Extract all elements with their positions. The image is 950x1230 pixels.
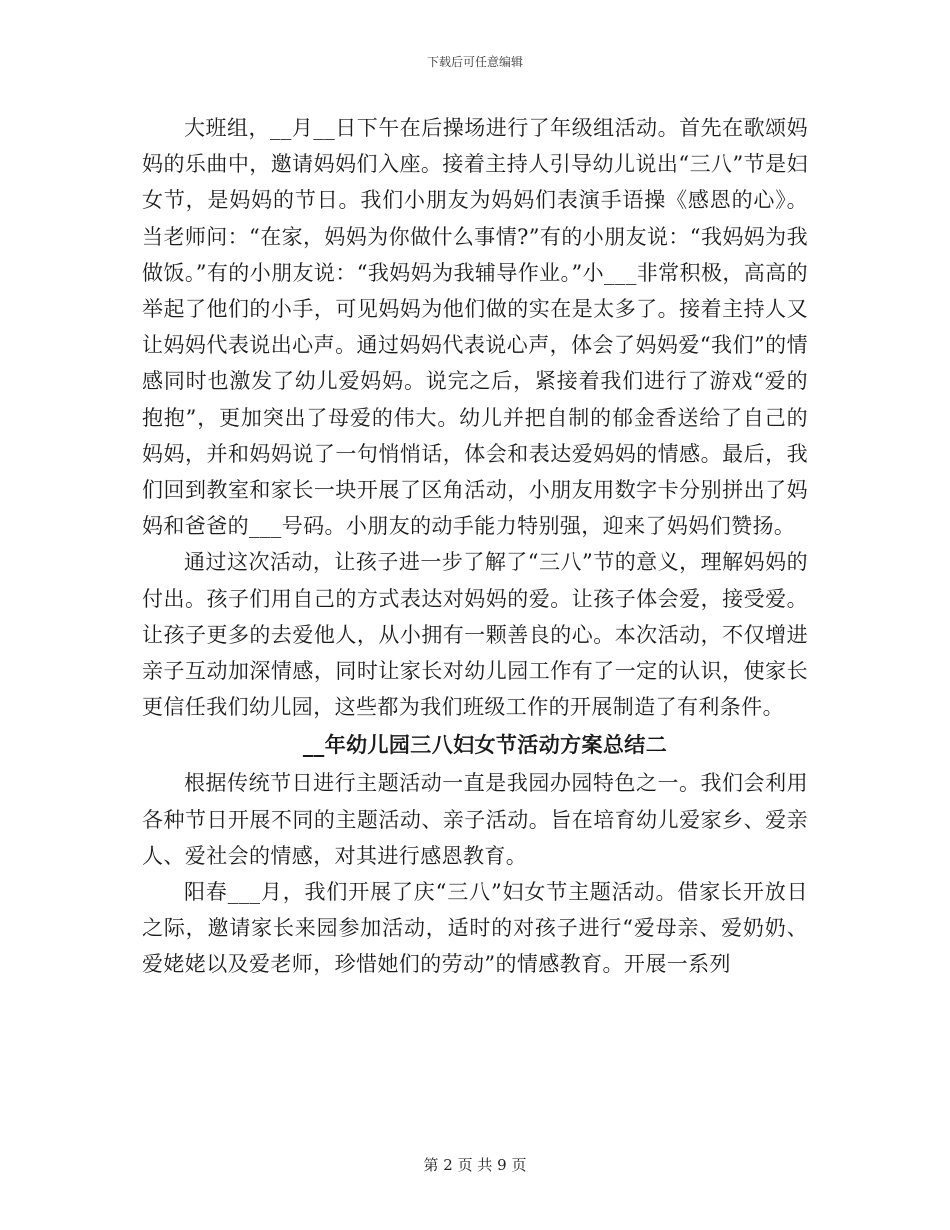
paragraph-4: 阳春___月，我们开展了庆“三八”妇女节主题活动。借家长开放日之际，邀请家长来园参加活动，适时的对孩子进行“爱母亲、爱奶奶、爱姥姥以及爱老师，珍惜她们的劳动”的情感教育。开展一系列 (142, 880, 808, 977)
document-body (142, 110, 808, 983)
paragraph-2: 通过这次活动，让孩子进一步了解了“三八”节的意义，理解妈妈的付出。孩子们用自己的方式表达对妈妈的爱。让孩子体会爱，接受爱。让孩子更多的去爱他人，从小拥有一颗善良的心。本次活动，不仅增进亲子互动加深情感，同时让家长对幼儿园工作有了一定的认识，使家长更信任我们幼儿园，这些都为我们班级工作的开展制造了有利条件。 (142, 550, 808, 720)
paragraph-1: 大班组，__月__日下午在后操场进行了年级组活动。首先在歌颂妈妈的乐曲中，邀请妈妈们入座。接着主持人引导幼儿说出“三八”节是妇女节，是妈妈的节日。我们小朋友为妈妈们表演手语操《感恩的心》。当老师问：“在家，妈妈为你做什么事情?”有的小朋友说：“我妈妈为我做饭。”有的小朋友说：“我妈妈为我辅导作业。”小___非常积极，高高的举起了他们的小手，可见妈妈为他们做的实在是太多了。接着主持人又让妈妈代表说出心声。通过妈妈代表说心声，体会了妈妈爱“我们”的情感同时也激发了幼儿爱妈妈。说完之后，紧接着我们进行了游戏“爱的抱抱”，更加突出了母爱的伟大。幼儿并把自制的郁金香送给了自己的妈妈，并和妈妈说了一句悄悄话，体会和表达爱妈妈的情感。最后，我们回到教室和家长一块开展了区角活动，小朋友用数字卡分别拼出了妈妈和爸爸的___号码。小朋友的动手能力特别强，迎来了妈妈们赞扬。 (142, 116, 808, 539)
page-number: 第 2 页 共 9 页 (423, 1156, 527, 1174)
section-title: __年幼儿园三八妇女节活动方案总结二 (302, 732, 668, 758)
header-note: 下载后可任意编辑 (426, 55, 523, 69)
paragraph-3: 根据传统节日进行主题活动一直是我园办园特色之一。我们会利用各种节日开展不同的主题活动、亲子活动。旨在培育幼儿爱家乡、爱亲人、爱社会的情感，对其进行感恩教育。 (142, 771, 808, 868)
